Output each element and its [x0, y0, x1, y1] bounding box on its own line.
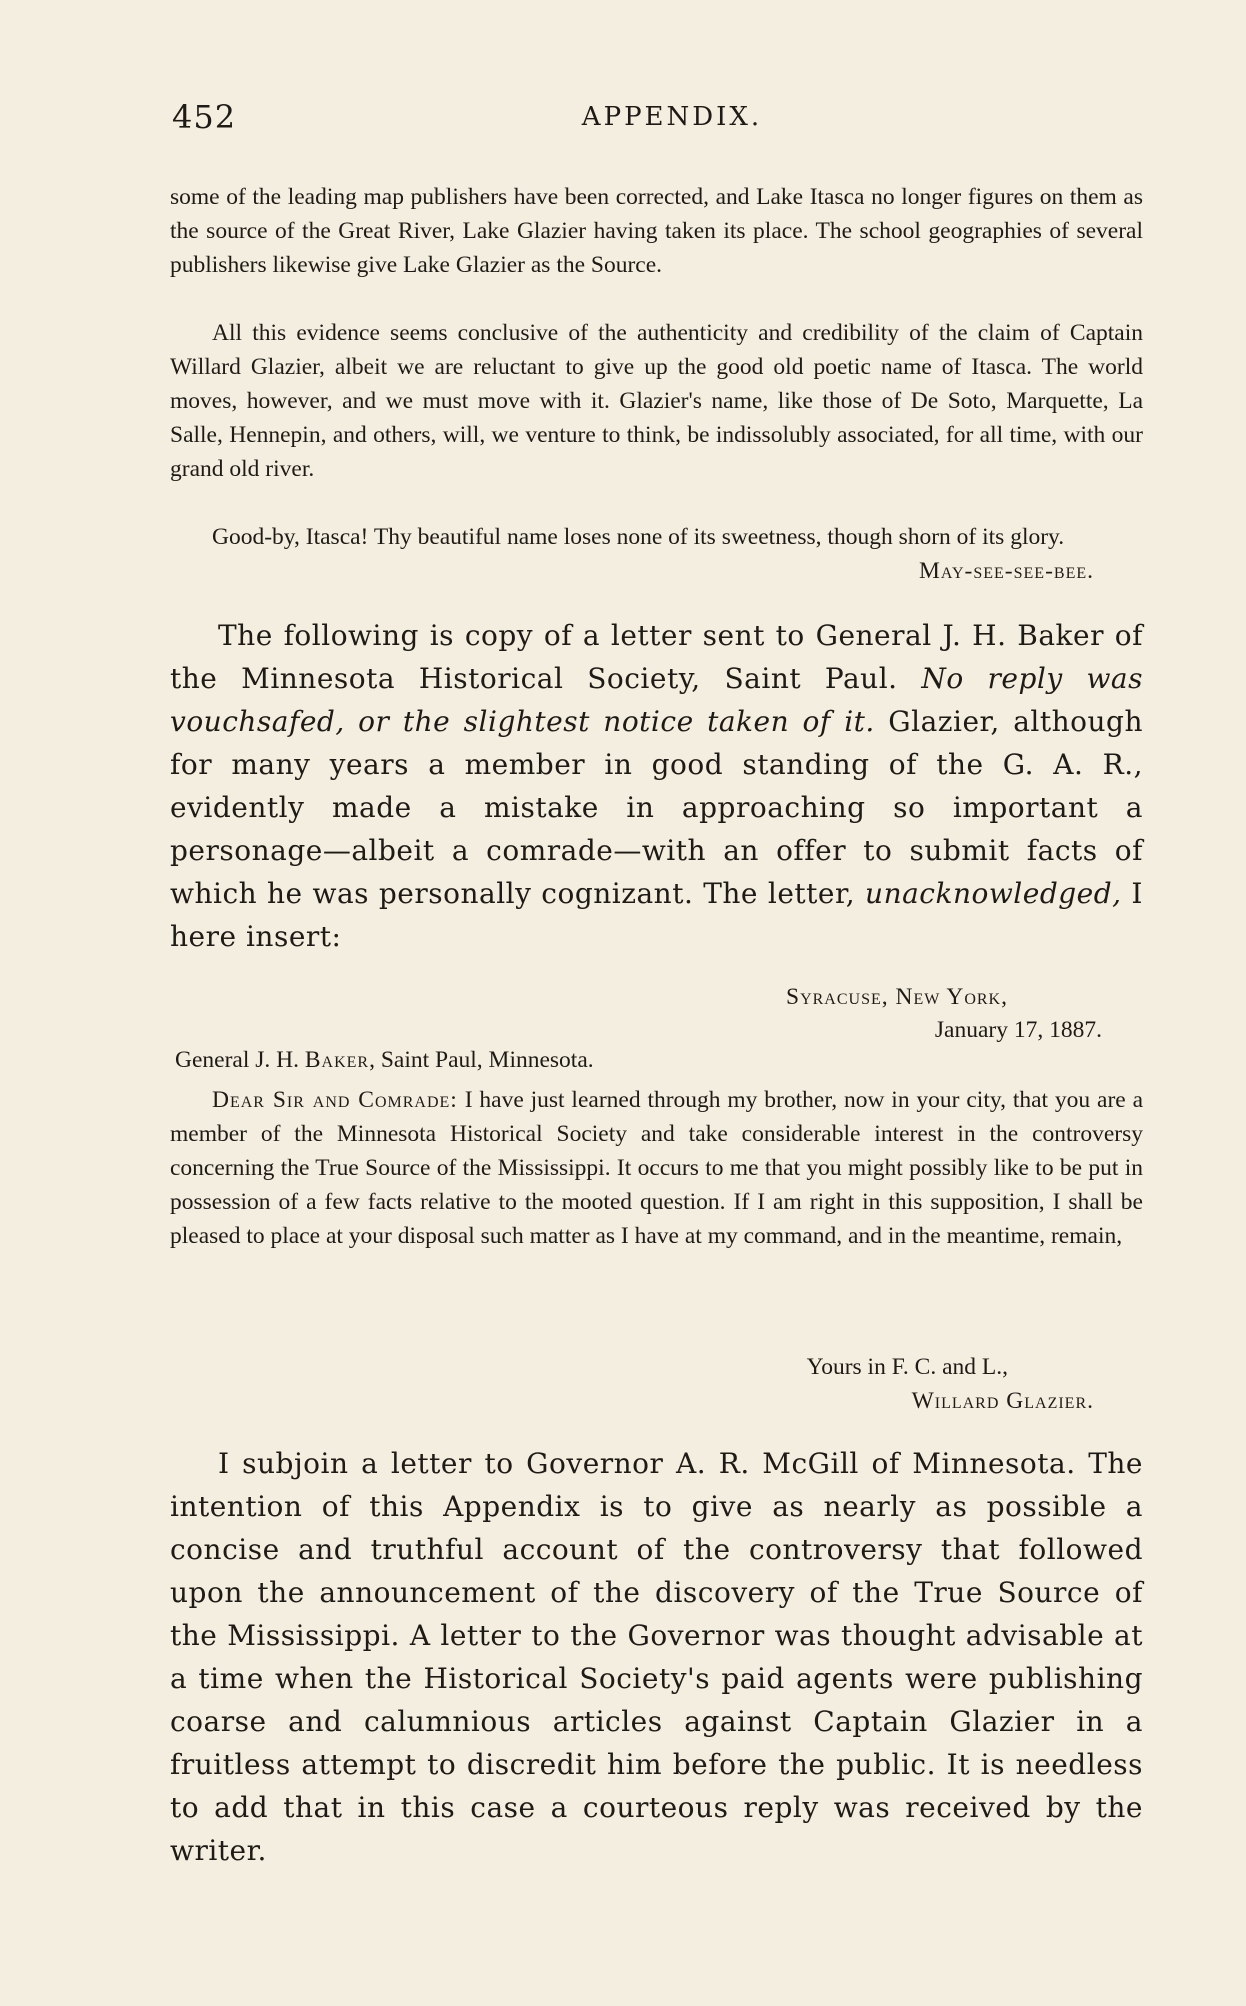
goodby-text: Good-by, Itasca! Thy beautiful name loses none of its sweetness, though shorn of its glory. — [212, 524, 1065, 550]
intro-italic-unacknowledged: unacknowledged, — [865, 877, 1122, 910]
paragraph-letter-intro — [170, 614, 1143, 958]
intro-text-b: Glazier, although for many years a member in good standing of the G. A. R., evidently made a mistake in approaching so important a personage—albeit a comrade—with an offer to submit facts of which he was personally cognizant. The letter, — [170, 705, 1143, 910]
addressee-location: , Saint Paul, Minnesota. — [369, 1047, 594, 1073]
pen-name-signature: May-see-see-bee. — [919, 558, 1094, 584]
intro-text-a: The following is copy of a letter sent to General J. H. Baker of the Minnesota Historical Society, Saint Paul. — [170, 619, 1143, 695]
paragraph-goodby-itasca — [170, 520, 1143, 554]
letter-salutation: Dear Sir and Comrade: — [212, 1087, 458, 1113]
letter-closing: Yours in F. C. and L., — [806, 1354, 1008, 1380]
addressee-surname: Baker — [304, 1047, 370, 1073]
paragraph-governor-letter: I subjoin a letter to Governor A. R. McGill of Minnesota. The intention of this Appendix is to give as nearly as possible a concise and truthful account of the controversy that followed upon the announcement of the discovery of the True Source of the Mississippi. A letter to the Governor was thought advisable at a time when the Historical Society's paid agents were publishing coarse and calumnious articles against Captain Glazier in a fruitless attempt to discredit him before the public. It is needless to add that in this case a courteous reply was received by the writer. — [170, 1447, 1143, 1867]
letter-body — [170, 1083, 1143, 1253]
letter-place: Syracuse, New York, — [786, 984, 1008, 1010]
page-number: 452 — [172, 98, 237, 136]
letter-date: January 17, 1887. — [934, 1017, 1102, 1043]
letter-addressee — [175, 1043, 1075, 1077]
page-header — [172, 98, 1142, 138]
letter-signature: Willard Glazier. — [911, 1388, 1094, 1414]
running-head: APPENDIX. — [581, 102, 763, 132]
paragraph-evidence: All this evidence seems conclusive of the authenticity and credibility of the claim of Captain Willard Glazier, albeit we are reluctant to give up the good old poetic name of Itasca. The world moves, however, and we must move with it. Glazier's name, like those of De Soto, Marquette, La Salle, Hennepin, and others, will, we venture to think, be indissolubly associated, for all time, with our grand old river. — [170, 320, 1143, 482]
addressee-name: General J. H. — [175, 1047, 305, 1073]
intro-italic-no-reply: No reply was vouchsafed, or the slightest notice taken of it. — [170, 662, 1143, 738]
letter-body-text: I have just learned through my brother, now in your city, that you are a member of the Minnesota Historical Society and take considerable interest in the controversy concerning the True Source of the Mississippi. It occurs to me that you might possibly like to be put in possession of a few facts relative to the mooted question. If I am right in this supposition, I shall be pleased to place at your disposal such matter as I have at my command, and in the meantime, remain, — [170, 1087, 1144, 1249]
intro-text-c: I here insert: — [170, 877, 1143, 953]
paragraph-map-publishers: some of the leading map publishers have been corrected, and Lake Itasca no longer figures on them as the source of the Great River, Lake Glazier having taken its place. The school geographies of several publishers likewise give Lake Glazier as the Source. — [170, 184, 1143, 278]
